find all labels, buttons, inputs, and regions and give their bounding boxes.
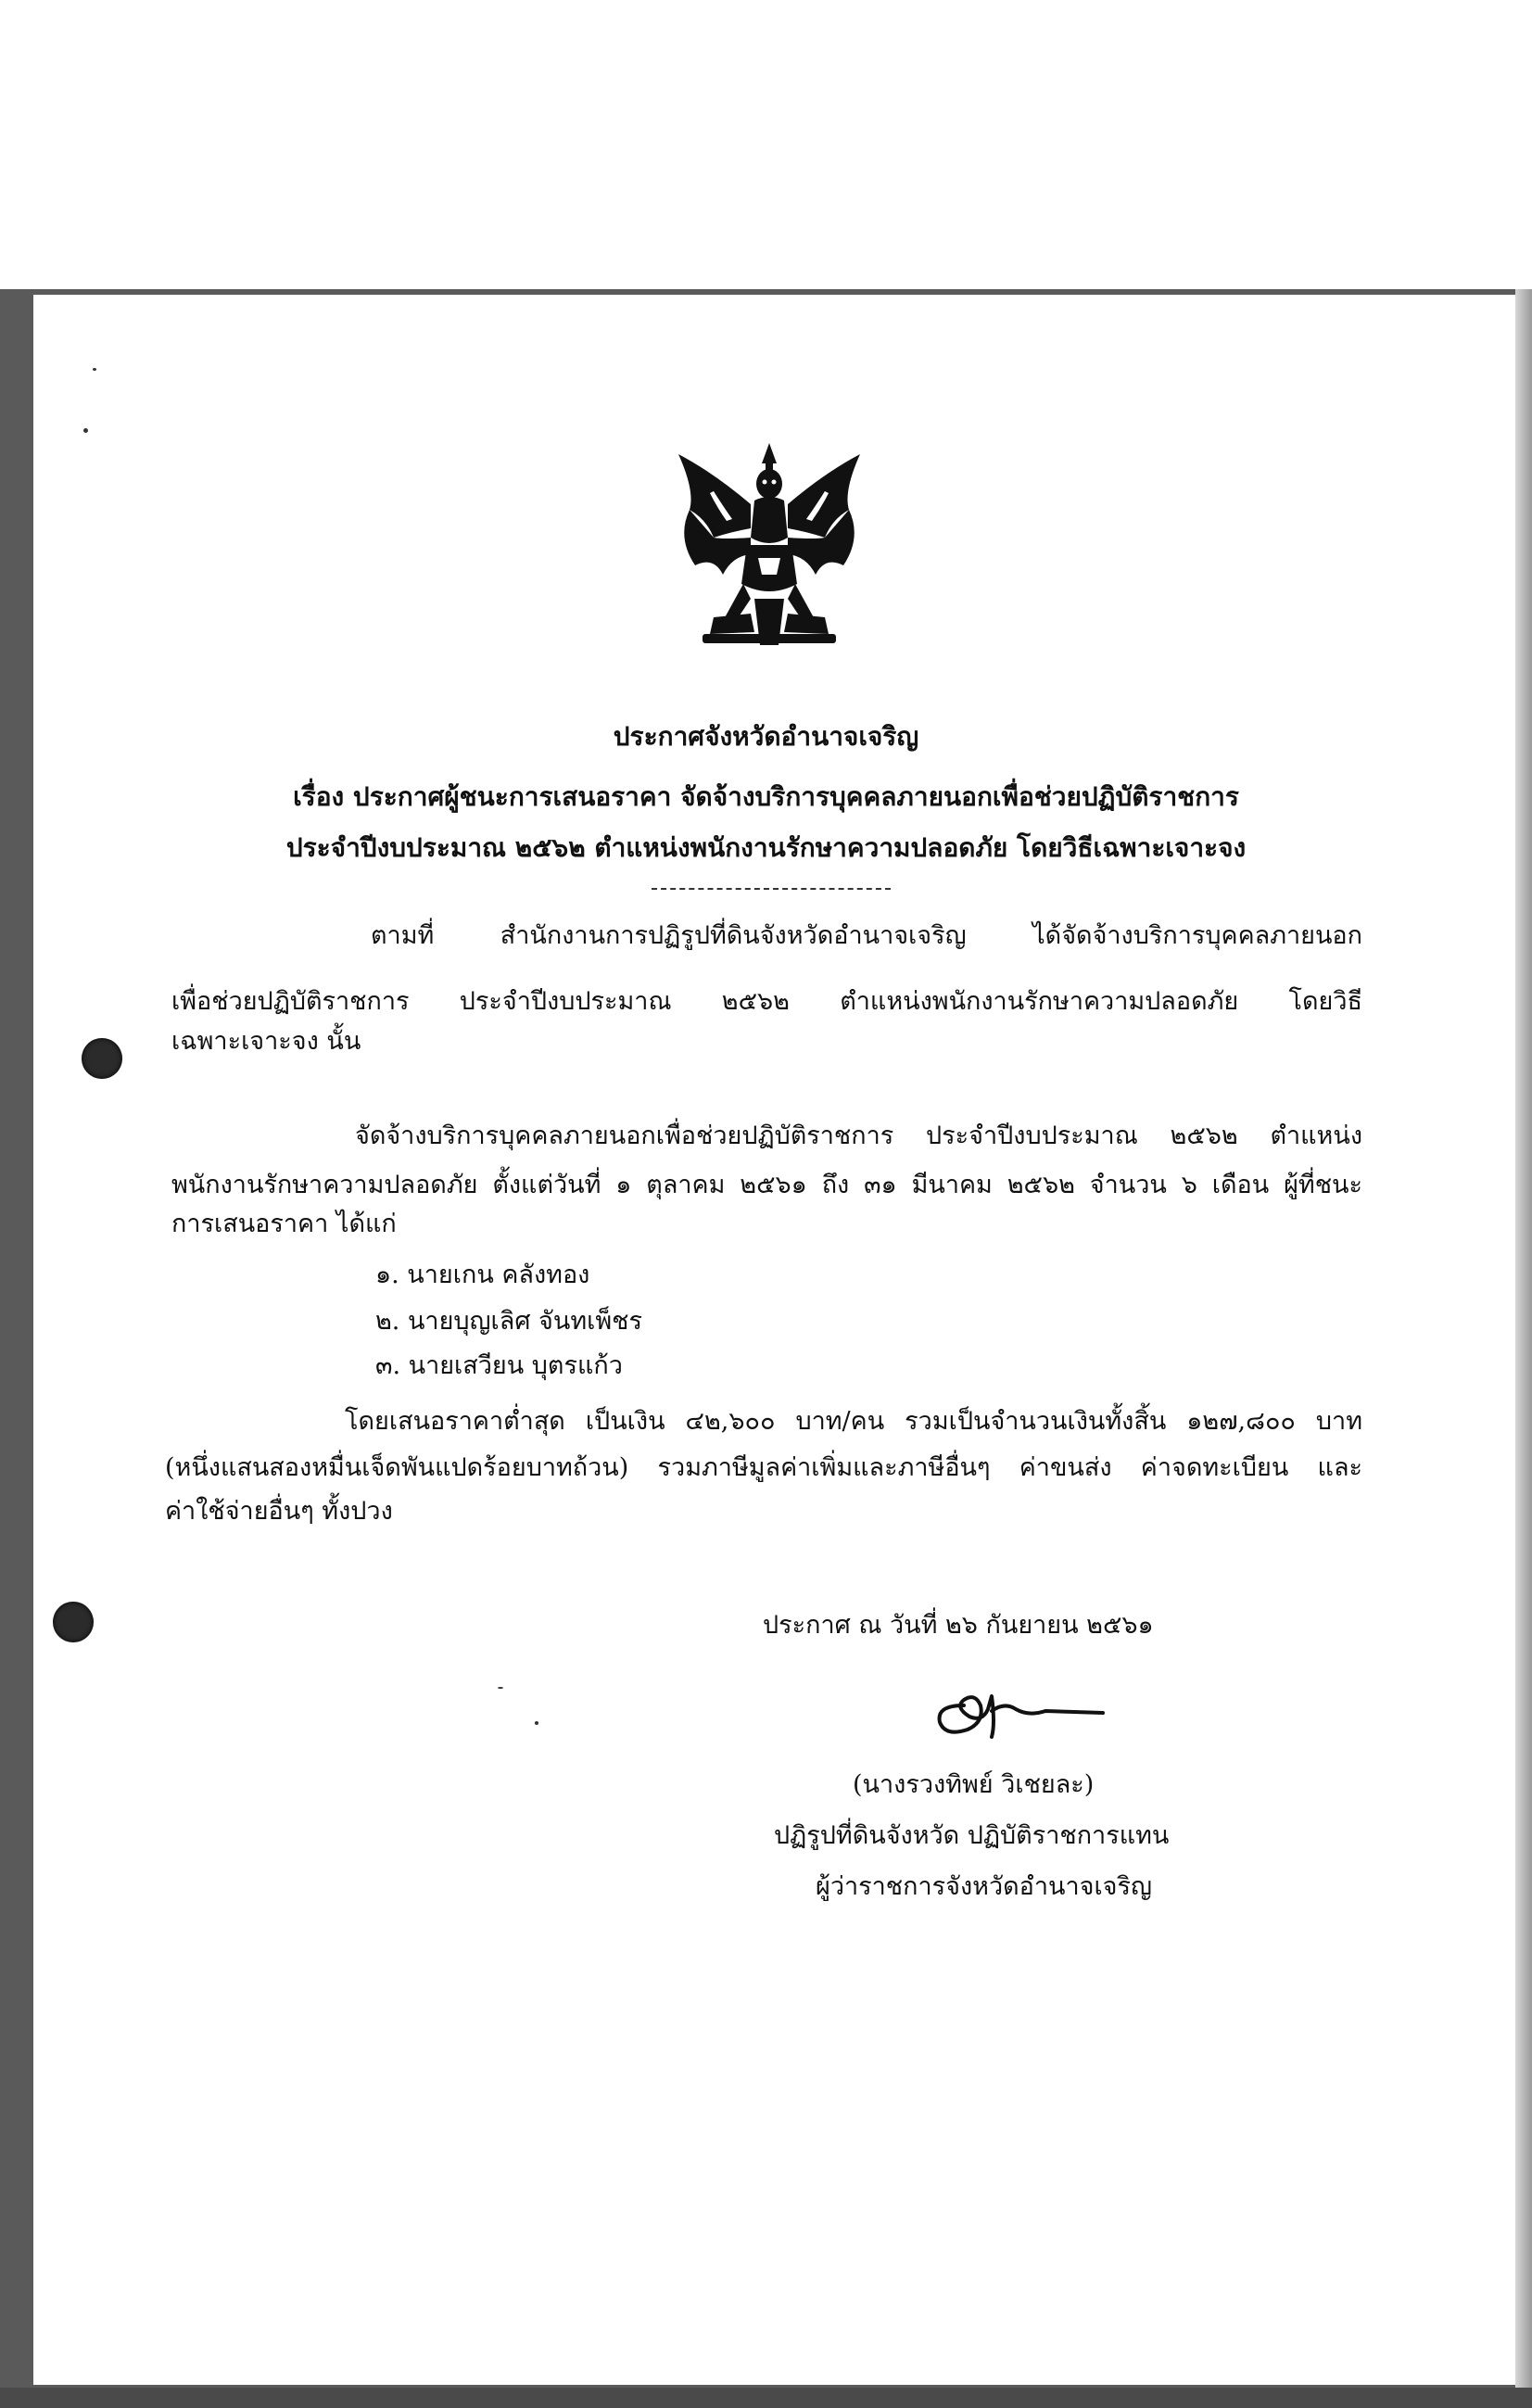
signer-name: (นางรวงทิพย์ วิเชยละ) <box>853 1770 1095 1799</box>
signer-title: ปฏิรูปที่ดินจังหวัด ปฏิบัติราชการแทน <box>774 1821 1170 1850</box>
scan-speck <box>535 1721 538 1725</box>
handwritten-signature <box>927 1668 1112 1752</box>
winner-list-item: ๓. นายเสวียน บุตรแก้ว <box>375 1351 623 1380</box>
paragraph-3-line-3: ค่าใช้จ่ายอื่นๆ ทั้งปวง <box>165 1497 393 1526</box>
document-title: ประกาศจังหวัดอำนาจเจริญ <box>613 721 919 752</box>
announcement-date: ประกาศ ณ วันที่ ๒๖ กันยายน ๒๕๖๑ <box>763 1611 1154 1640</box>
paragraph-3-line-2: (หนึ่งแสนสองหมื่นเจ็ดพันแปดร้อยบาทถ้วน) รวมภาษีมูลค่าเพิ่มและภาษีอื่นๆ ค่าขนส่ง ค่าจดทะเบียน และ <box>165 1453 1362 1482</box>
page-bottom-edge <box>0 2388 1532 2408</box>
paragraph-1-line-1: ตามที่ สำนักงานการปฏิรูปที่ดินจังหวัดอำนาจเจริญ ได้จัดจ้างบริการบุคคลภายนอก <box>371 921 1362 950</box>
page-right-edge <box>1515 289 1532 2408</box>
punch-hole-bottom <box>53 1602 94 1642</box>
winner-list-item: ๑. นายเกน คลังทอง <box>375 1261 590 1289</box>
paragraph-3-line-1: โดยเสนอราคาต่ำสุด เป็นเงิน ๔๒,๖๐๐ บาท/คน รวมเป็นจำนวนเงินทั้งสิ้น ๑๒๗,๘๐๐ บาท <box>345 1407 1362 1436</box>
scan-speck <box>83 428 88 433</box>
subject-line: เรื่อง ประกาศผู้ชนะการเสนอราคา จัดจ้างบริการบุคคลภายนอกเพื่อช่วยปฏิบัติราชการ <box>293 781 1239 812</box>
garuda-emblem-icon <box>658 436 880 658</box>
paragraph-1-line-3: เฉพาะเจาะจง นั้น <box>171 1027 361 1056</box>
paragraph-2-line-1: จัดจ้างบริการบุคคลภายนอกเพื่อช่วยปฏิบัติราชการ ประจำปีงบประมาณ ๒๕๖๒ ตำแหน่ง <box>355 1122 1362 1150</box>
winner-list-item: ๒. นายบุญเลิศ จันทเพ็ชร <box>375 1307 642 1336</box>
paragraph-2-line-3: การเสนอราคา ได้แก่ <box>171 1210 397 1238</box>
signer-title-2: ผู้ว่าราชการจังหวัดอำนาจเจริญ <box>816 1872 1153 1901</box>
punch-hole-top <box>82 1038 122 1079</box>
paragraph-1-line-2: เพื่อช่วยปฏิบัติราชการ ประจำปีงบประมาณ ๒๕๖๒ ตำแหน่งพนักงานรักษาความปลอดภัย โดยวิธี <box>171 987 1362 1016</box>
scan-speck <box>93 368 96 371</box>
top-blank-area <box>0 0 1532 289</box>
paragraph-2-line-2: พนักงานรักษาความปลอดภัย ตั้งแต่วันที่ ๑ ตุลาคม ๒๕๖๑ ถึง ๓๑ มีนาคม ๒๕๖๒ จำนวน ๖ เดือน ผู้ที่ชนะ <box>171 1171 1362 1199</box>
scan-speck <box>498 1687 503 1689</box>
title-divider <box>652 888 891 890</box>
subject-line-2: ประจำปีงบประมาณ ๒๕๖๒ ตำแหน่งพนักงานรักษาความปลอดภัย โดยวิธีเฉพาะเจาะจง <box>285 832 1247 863</box>
